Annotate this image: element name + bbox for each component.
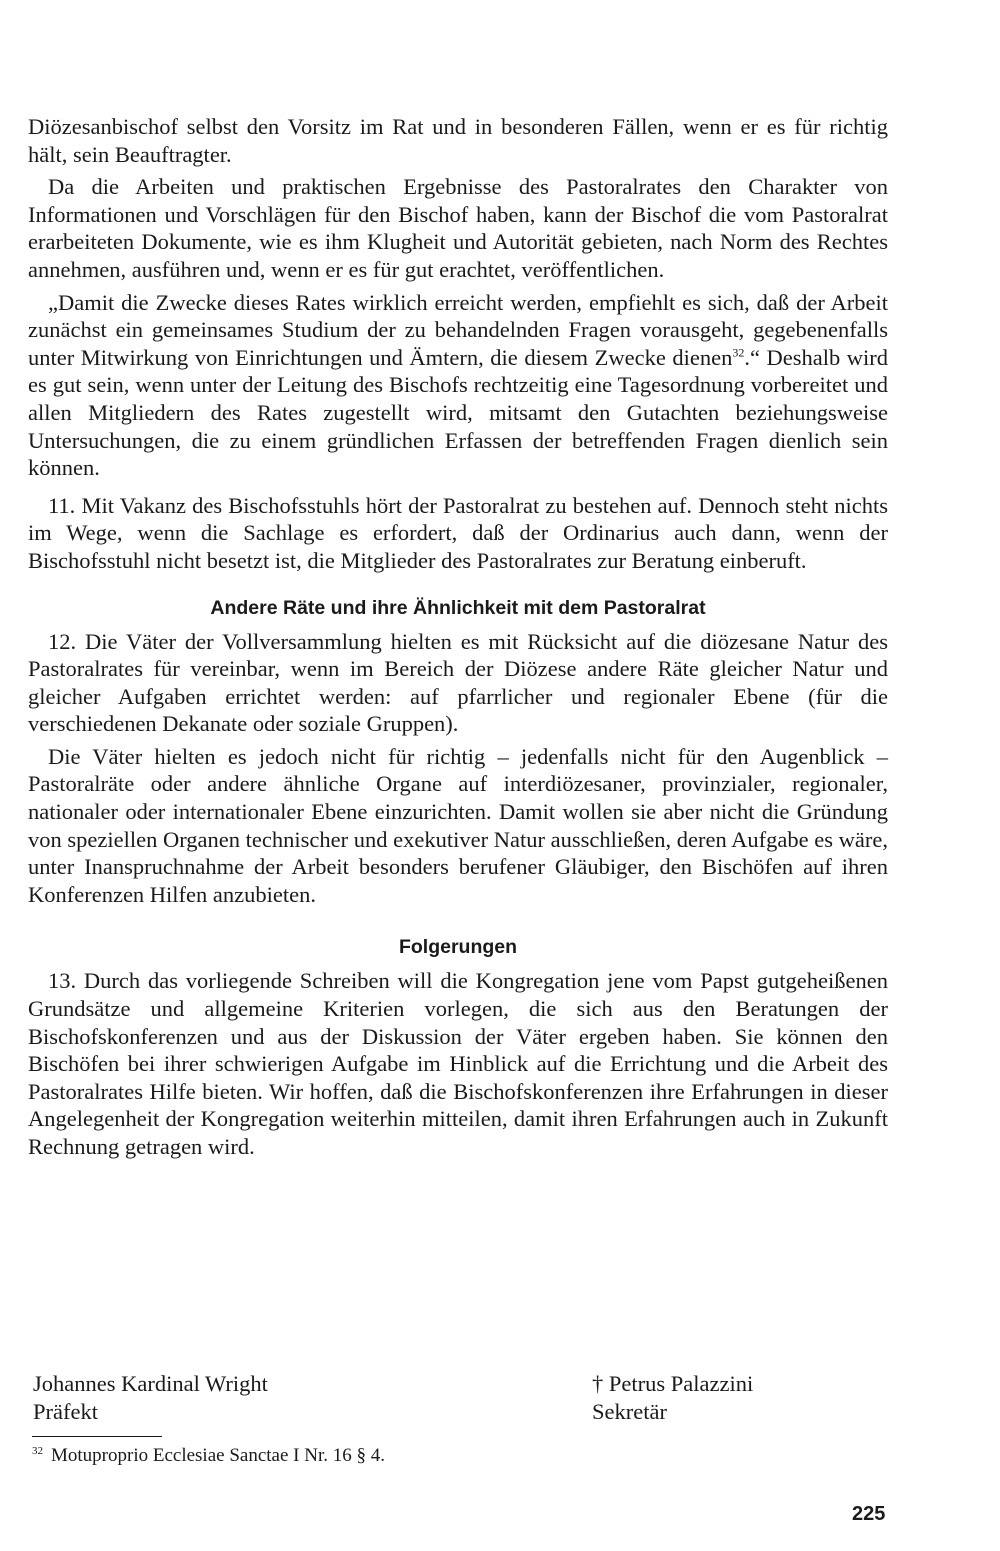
paragraph-13-conclusions: 13. Durch das vorliegende Schreiben will die Kongregation jene vom Papst gutgeheißenen Grundsätze und allgemeine Kriterien vorlegen, die sich aus den Beratungen der Bischofskonferenzen und aus der Diskussion der Väter ergeben haben. Sie können den Bischöfen bei ihrer schwierigen Aufgabe im Hinblick auf die Errichtung und die Arbeit des Pastoralrates Hilfe bieten. Wir hoffen, daß die Bischofskonferenzen ihre Erfahrungen in dieser Angelegenheit der Kongregation weiterhin mitteilen, damit ihren Erfahrungen auch in Zukunft Rechnung getragen wird.	[28, 968, 888, 1159]
footnote-reference: 32	[732, 345, 745, 360]
paragraph-interdiocesan: Die Väter hielten es jedoch nicht für richtig – jedenfalls nicht für den Augenblick – Pastoralräte oder andere ähnliche Organe auf interdiözesaner, provinzialer, regionaler, nationaler oder internationaler Ebene einzurichten. Damit wollen sie aber nicht die Gründung von speziellen Organen technischer und exekutiver Natur ausschließen, deren Aufgabe es wäre, unter Inanspruchnahme der Arbeit besonders berufener Gläubiger, den Bischöfen auf ihren Konferenzen Hilfen anzubieten.	[28, 743, 888, 907]
paragraph-bishop-chair: Diözesanbischof selbst den Vorsitz im Rat und in besonderen Fällen, wenn er es für richtig hält, sein Beauftragter.	[28, 114, 888, 167]
quote-text: „Damit die Zwecke dieses Rates wirklich erreicht werden, empfiehlt es sich, daß der Arbeit zunächst ein gemeinsames Studium der zu behandelnden Fragen vorausgeht, gegebenenfalls unter Mitwirkung von Einrichtungen und Ämtern, die diesem Zwecke dienen	[28, 289, 888, 370]
paragraph-11-vacancy: 11. Mit Vakanz des Bischofsstuhls hört der Pastoralrat zu bestehen auf. Dennoch steht nichts im Wege, wenn die Sachlage es erfordert, daß der Ordinarius auch dann, wenn der Bischofsstuhl nicht besetzt ist, die Mitglieder des Pastoralrates zur Beratung einberuft.	[28, 492, 888, 573]
signature-prefect	[33, 1370, 268, 1425]
signature-secretary	[592, 1370, 753, 1425]
paragraph-preparation	[28, 289, 888, 482]
document-body	[28, 113, 888, 1161]
page-number: 225	[852, 1503, 886, 1525]
footnote-divider	[32, 1436, 162, 1437]
paragraph-12-other-councils: 12. Die Väter der Vollversammlung hielten es mit Rücksicht auf die diözesane Natur des Pastoralrates für vereinbar, wenn im Bereich der Diözese andere Räte gleicher Natur und gleicher Aufgaben errichtet werden: auf pfarrlicher und regionaler Ebene (für die verschiedenen Dekanate oder soziale Gruppen).	[28, 628, 888, 737]
signature-name: † Petrus Palazzini	[592, 1371, 754, 1396]
signature-title: Sekretär	[592, 1398, 667, 1424]
paragraph-documents: Da die Arbeiten und praktischen Ergebnisse des Pastoralrates den Charakter von Informationen und Vorschlägen für den Bischof haben, kann der Bischof die vom Pastoralrat erarbeiteten Dokumente, wie es ihm Klugheit und Autorität gebieten, nach Norm des Rechtes annehmen, ausführen und, wenn er es für gut erachtet, veröffentlichen.	[28, 174, 888, 282]
quote-continuation: .“ Deshalb wird es gut sein, wenn unter der Leitung des Bischofs rechtzeitig eine Tagesordnung vorbereitet und allen Mitgliedern des Rates zugestellt wird, mitsamt den Gutachten beziehungsweise Untersuchungen, die zu einem gründlichen Erfassen der betreffenden Fragen dienlich sein können.	[28, 344, 888, 481]
signature-name: Johannes Kardinal Wright	[33, 1371, 268, 1396]
footnote-number: 32	[32, 1444, 43, 1457]
section-heading-other-councils: Andere Räte und ihre Ähnlichkeit mit dem Pastoralrat	[210, 596, 706, 619]
footnote	[32, 1444, 385, 1468]
section-heading-conclusions: Folgerungen	[398, 936, 518, 959]
signature-title: Präfekt	[33, 1398, 98, 1424]
footnote-text: Motuproprio Ecclesiae Sanctae I Nr. 16 § 4.	[51, 1445, 385, 1466]
